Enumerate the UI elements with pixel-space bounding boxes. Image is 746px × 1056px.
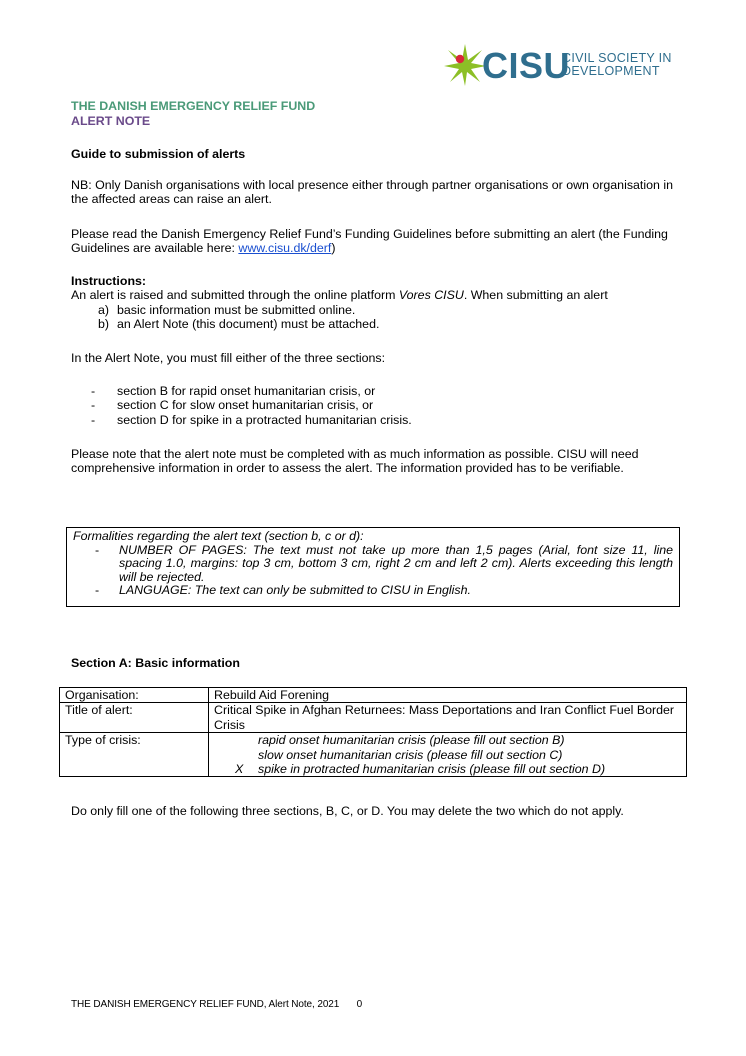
sections-list [71, 384, 671, 427]
table-row [60, 703, 687, 733]
document-subtitle: ALERT NOTE [71, 114, 151, 128]
crisis-option-rapid[interactable]: rapid onset humanitarian crisis (please fill out section B) [258, 733, 565, 748]
page-footer [71, 999, 362, 1010]
list-item: - NUMBER OF PAGES: The text must not take up more than 1,5 pages (Arial, font size 11, line spacing 1.0, margins: top 3 cm, bottom 3 cm, right 2 cm and left 2 cm). Alerts exceeding this length will be rejected. [95, 542, 673, 584]
nb-paragraph: NB: Only Danish organisations with local presence either through partner organisations or own organisation in the affected areas can raise an alert. [71, 178, 673, 207]
read-guidelines-paragraph: Please read the Danish Emergency Relief Fund’s Funding Guidelines before submitting an alert (the Funding Guidelines are available here: www.cisu.dk/derf) [71, 227, 668, 256]
list-item: - section B for rapid onset humanitarian crisis, or [91, 384, 376, 398]
crisis-option-slow[interactable]: slow onset humanitarian crisis (please fill out section C) [258, 747, 563, 762]
crisis-option-spike[interactable]: X spike in protracted humanitarian crisis (please fill out section D) [235, 762, 606, 777]
basic-info-table [59, 687, 687, 777]
title-label: Title of alert: [60, 703, 209, 733]
logo-wordmark: CISU [482, 45, 571, 86]
note-paragraph: Please note that the alert note must be completed with as much information as possible. CISU will need comprehensive information in order to assess the alert. The information provided has to be verifiable. [71, 447, 639, 476]
crisis-options [209, 733, 687, 777]
formalities-list [73, 544, 673, 598]
organisation-value[interactable]: Rebuild Aid Forening [209, 688, 687, 703]
formalities-box [66, 527, 680, 607]
footer-text: THE DANISH EMERGENCY RELIEF FUND, Alert Note, 2021 [71, 999, 340, 1010]
fill-note: Do only fill one of the following three sections, B, C, or D. You may delete the two which do not apply. [71, 804, 624, 818]
document-title: THE DANISH EMERGENCY RELIEF FUND [71, 99, 316, 113]
list-item: - section D for spike in a protracted humanitarian crisis. [91, 412, 412, 427]
list-item: a) basic information must be submitted online. [98, 302, 356, 317]
list-item: b) an Alert Note (this document) must be attached. [98, 317, 380, 332]
type-label: Type of crisis: [60, 733, 209, 777]
instructions-heading: Instructions: [71, 274, 147, 288]
instructions-list [71, 303, 686, 332]
instructions-block [71, 274, 686, 332]
table-row [60, 733, 687, 777]
list-item: - section C for slow onset humanitarian crisis, or [91, 398, 374, 413]
guide-heading: Guide to submission of alerts [71, 147, 246, 161]
page-number: 0 [356, 999, 363, 1010]
sections-intro: In the Alert Note, you must fill either of the three sections: [71, 351, 386, 365]
organisation-label: Organisation: [60, 688, 209, 703]
formalities-title: Formalities regarding the alert text (section b, c or d): [73, 529, 364, 543]
cisu-logo [442, 42, 682, 92]
guidelines-link[interactable]: www.cisu.dk/derf [238, 241, 332, 256]
instructions-intro: An alert is raised and submitted through the online platform Vores CISU. When submitting an alert [71, 288, 608, 303]
title-value[interactable]: Critical Spike in Afghan Returnees: Mass Deportations and Iran Conflict Fuel Border Crisis [209, 703, 687, 733]
section-a-heading: Section A: Basic information [71, 656, 240, 670]
list-item: - LANGUAGE: The text can only be submitted to CISU in English. [95, 583, 471, 598]
table-row [60, 688, 687, 703]
logo-tagline: CIVIL SOCIETY IN DEVELOPMENT [562, 51, 672, 78]
